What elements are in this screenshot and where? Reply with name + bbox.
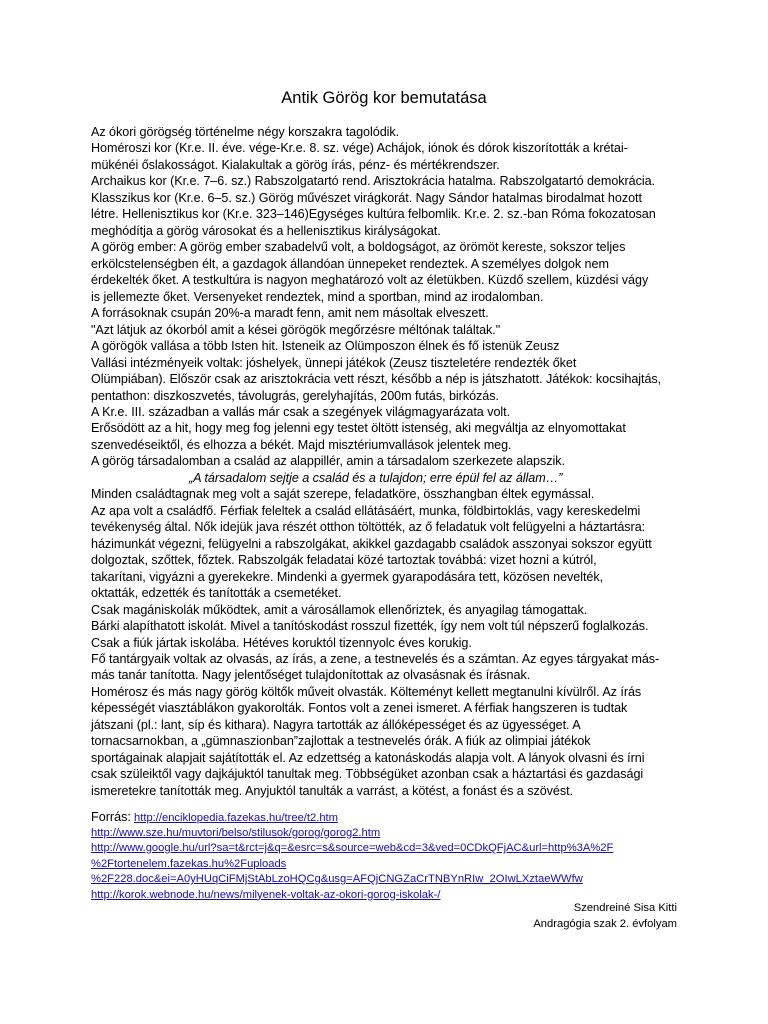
text-line: oktatták, edzették és tanították a csemetéket.	[91, 586, 342, 601]
text-line: játszani (pl.: lant, síp és kithara). Nagyra tartották az állóképességet és az ügyességet. A	[91, 717, 581, 732]
text-line: Klasszikus kor (Kr.e. 6–5. sz.) Görög művészet virágkorát. Nagy Sándor hatalmas birodalmat hozott	[91, 190, 642, 205]
text-line: Bárki alapíthatott iskolát. Mivel a tanítóskodást rosszul fizették, így nem volt túl népszerű foglalkozás.	[91, 619, 649, 634]
quote-line: „A társadalom sejtje a család és a tulajdon; erre épül fel az állam…”	[189, 470, 563, 485]
source-line	[91, 872, 691, 888]
text-line: érdekelték őket. A testkultúra is nagyon meghatározó volt az életükben. Küzdő szellem, küzdési vágy	[91, 273, 649, 288]
author-program: Andragógia szak 2. évfolyam	[533, 918, 677, 930]
text-line: sportágainak alapjait sajátították el. Az edzettség a katonáskodás alapja volt. A lányok olvasni és írni	[91, 750, 645, 765]
text-line: tevékenység által. Nők idejük java részét otthon töltötték, az ő feladatuk volt felügyelni a háztartásra:	[91, 520, 646, 535]
text-line: takarítani, vigyázni a gyerekekre. Mindenki a gyermek gyarapodására tett, közösen nevelték,	[91, 569, 604, 584]
text-line: Homérosz és más nagy görög költők műveit olvasták. Költeményt kellett megtanulni kívülről. Az írás	[91, 684, 642, 699]
source-line	[91, 857, 691, 873]
text-line: is jellemezte őket. Versenyeket rendeztek, mind a sportban, mind az irodalomban.	[91, 289, 544, 304]
text-line: A görög ember: A görög ember szabadelvű volt, a boldogságot, az örömöt kereste, sokszor teljes	[91, 240, 626, 255]
source-line	[91, 810, 691, 826]
text-line: Homéroszi kor (Kr.e. II. éve. vége-Kr.e. 8. sz. vége) Achájok, iónok és dórok kiszorították a krétai-	[91, 141, 628, 156]
source-link[interactable]: http://www.sze.hu/muvtori/belso/stilusok/gorog/gorog2.htm	[91, 826, 381, 839]
text-line: Minden családtagnak meg volt a saját szerepe, feladatköre, összhangban éltek egymással.	[91, 487, 595, 502]
text-line: ismeretekre tanították meg. Anyjuktól tanulták a varrást, a kötést, a fonást és a szövést.	[91, 783, 573, 798]
text-line: mükénéi őslakosságot. Kialakultak a görög írás, pénz- és mértékrendszer.	[91, 157, 500, 172]
document-title: Antik Görög kor bemutatása	[281, 89, 487, 107]
text-line: Csak magániskolák működtek, amit a városállamok ellenőriztek, és anyagilag támogattak.	[91, 602, 588, 617]
text-line: házimunkát végezni, felügyelni a rabszolgákat, akikkel gazdagabb családok asszonyai sokszor együtt	[91, 536, 652, 551]
text-line: A görögök vallása a több Isten hit. Isteneik az Olümposzon élnek és fő istenük Zeusz	[91, 339, 560, 354]
text-line: Olümpiában). Először csak az arisztokrácia vett részt, később a nép is játszhatott. Játékok: kocsihajtás,	[91, 372, 662, 387]
text-line: pentathon: diszkoszvetés, távolugrás, gerelyhajítás, 200m futás, birkózás.	[91, 388, 499, 403]
text-line: meghódítja a görög városokat és a hellenisztikus királyságokat.	[91, 223, 441, 238]
source-link[interactable]: http://enciklopedia.fazekas.hu/tree/t2.htm	[134, 812, 338, 824]
text-line: létre. Hellenisztikus kor (Kr.e. 323–146)Egységes kultúra felbomlik. Kr.e. 2. sz.-ban Róma fokozatosan	[91, 207, 656, 222]
text-line: szenvedéseiktől, és elhozza a békét. Majd misztériumvallások jelentek meg.	[91, 437, 512, 452]
text-line: A forrásoknak csupán 20%-a maradt fenn, amit nem másoltak elveszett.	[91, 306, 489, 321]
text-line: "Azt látjuk az ókorból amit a kései görögök megőrzésre méltónak találtak."	[91, 322, 501, 337]
text-line: Erősödött az a hit, hogy meg fog jelenni egy testet öltött istenség, aki megváltja az elnyomottakat	[91, 421, 626, 436]
text-line: képességét viasztáblákon gyakorolták. Fontos volt a zenei ismeret. A férfiak hangszeren is tudtak	[91, 701, 628, 716]
text-line: Vallási intézményeik voltak: jóshelyek, ünnepi játékok (Zeusz tiszteletére rendezték őket	[91, 355, 577, 370]
source-link[interactable]: http://korok.webnode.hu/news/milyenek-voltak-az-okori-gorog-iskolak-/	[91, 888, 441, 901]
sources-label: Forrás:	[91, 810, 131, 824]
text-line: Az apa volt a családfő. Férfiak feleltek a család ellátásáért, munka, földbirtoklás, vagy kereskedelmi	[91, 503, 641, 518]
text-line: Archaikus kor (Kr.e. 7–6. sz.) Rabszolgatartó rend. Arisztokrácia hatalma. Rabszolgatartó demokrácia.	[91, 174, 656, 189]
source-link[interactable]: http://www.google.hu/url?sa=t&rct=j&q=&esrc=s&source=web&cd=3&ved=0CDkQFjAC&url=http%3A%2F	[91, 842, 614, 854]
text-line: dolgoztak, szőttek, főztek. Rabszolgák feladatai közé tartoztak továbbá: vizet hozni a kútról,	[91, 553, 597, 568]
text-line: erkölcstelenségben élt, a gazdagok állandóan ünnepeket rendeztek. A személyes dolgok nem	[91, 256, 609, 271]
text-line: Csak a fiúk jártak iskolába. Hétéves koruktól tizennyolc éves korukig.	[91, 635, 472, 650]
text-line: A görög társadalomban a család az alappillér, amin a társadalom szerkezete alapszik.	[91, 454, 565, 469]
source-line	[91, 826, 691, 842]
text-line: Az ókori görögség történelme négy korszakra tagolódik.	[91, 125, 400, 139]
author-block	[533, 900, 677, 932]
text-line: Fő tantárgyaik voltak az olvasás, az írás, a zene, a testnevelés és a számtan. Az egyes tárgyakat más-	[91, 652, 660, 666]
body-text	[91, 124, 691, 799]
source-link[interactable]: %2F228.doc&ei=A0yHUqCiFMjStAbLzoHQCg&usg=AFQjCNGZaCrTNBYnRIw_2OIwLXztaeWWfw	[91, 873, 583, 885]
text-line: csak szüleiktől vagy dajkájuktól tanultak meg. Többségüket azonban csak a háztartási és gazdasági	[91, 767, 644, 782]
text-line: A Kr.e. III. században a vallás már csak a szegények világmagyarázata volt.	[91, 404, 511, 419]
text-line: más tanár tanította. Nagy jelentőséget tulajdonítottak az olvasásnak és írásnak.	[91, 668, 531, 683]
text-line: tornacsarnokban, a „gümnaszionban”zajlottak a testnevelés órák. A fiúk az olimpiai játékok	[91, 734, 591, 749]
source-link[interactable]: %2Ftortenelem.fazekas.hu%2Fuploads	[91, 857, 287, 870]
author-name: Szendreiné Sisa Kitti	[573, 902, 677, 914]
sources-section	[91, 810, 691, 903]
source-line	[91, 841, 691, 857]
